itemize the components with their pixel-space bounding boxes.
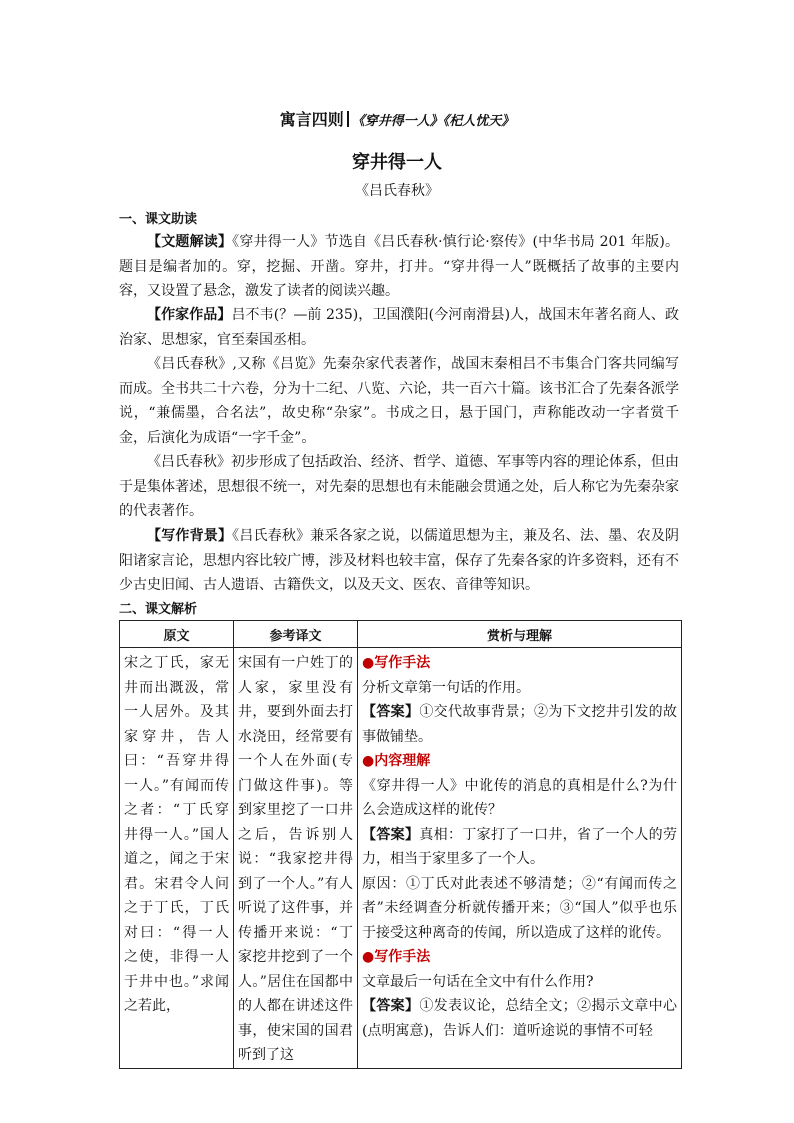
paragraph-title-interpretation — [119, 230, 679, 304]
bullet-dot-icon: ● — [362, 753, 375, 769]
bullet-dot-icon: ● — [362, 949, 375, 965]
analysis-text: 《穿井得一人》中讹传的消息的真相是什么?为什么会造成这样的讹传？ — [362, 777, 677, 818]
analysis-category-label — [362, 749, 677, 774]
category-text: 写作手法 — [374, 655, 431, 671]
paragraph-text: 吕不韦(？—前 235)，卫国濮阳(今河南滑县)人，战国末年著名商人、政治家、思想家，官至秦国丞相。 — [119, 307, 679, 348]
original-text-cell — [120, 648, 234, 1069]
answer-text: ①发表议论，总结全文；②揭示文章中心(点明寓意)，告诉人们：道听途说的事情不可轻 — [362, 998, 678, 1039]
table-header-row — [120, 621, 682, 648]
paragraph-author-works — [119, 303, 679, 352]
paragraph-tag: 【文题解读】 — [147, 234, 233, 250]
lesson-source: 《吕氏春秋》 — [355, 183, 439, 199]
header-title — [0, 107, 794, 130]
column-header-analysis: 赏析与理解 — [358, 621, 682, 648]
analysis-category-label — [362, 651, 677, 676]
analysis-cell — [358, 648, 682, 1069]
paragraph-tag: 【写作背景】 — [147, 528, 233, 544]
analysis-text: 原因：①丁氏对此表述不够清楚；②“有闻而传之者”未经调查分析就传播开来；③“国人”似乎也乐于接受这种离奇的传闻，所以造成了这样的讹传。 — [362, 875, 677, 941]
paragraph-text: 《吕氏春秋》兼采各家之说，以儒道思想为主，兼及名、法、墨、农及阴阳诸家言论，思想内容比较广博，涉及材料也较丰富，保存了先秦各家的许多资料，还有不少古史旧闻、古人遗语、古籍佚文，以及天文、医农、音律等知识。 — [119, 528, 680, 593]
answer-line — [362, 994, 677, 1043]
paragraph-book-system: 《吕氏春秋》初步形成了包括政治、经济、哲学、道德、军事等内容的理论体系，但由于是集体著述，思想很不统一，对先秦的思想也有未能融会贯通之处，后人称它为先秦杂家的代表著作。 — [119, 454, 679, 519]
paragraph-writing-background — [119, 524, 679, 598]
category-text: 内容理解 — [374, 753, 431, 769]
unit-title: 寓言四则 — [279, 110, 344, 129]
answer-tag: 【答案】 — [362, 826, 420, 843]
analysis-table — [119, 620, 682, 1069]
answer-tag: 【答案】 — [362, 704, 420, 720]
translation-text: 宋国有一户姓丁的人家，家里没有井，要到外面去打水浇田，经常要有一个人在外面(专门做这件事)。等到家里挖了一口井之后，告诉别人说：“我家挖井得到了一个人。”有人听说了这件事，并传播开来说：“丁家挖井挖到了一个人。”居住在国都中的人都在讲述这件事，使宋国的国君听到了这 — [238, 655, 353, 1063]
analysis-text: 分析文章第一句话的作用。 — [362, 679, 530, 696]
analysis-category-label — [362, 945, 677, 970]
column-header-translation: 参考译文 — [234, 621, 358, 648]
analysis-text: 文章最后一句话在全文中有什么作用? — [362, 973, 594, 990]
translation-cell — [234, 648, 358, 1069]
paragraph-tag: 【作家作品】 — [147, 307, 232, 323]
paragraph-text: 《穿井得一人》节选自《吕氏春秋·慎行论·察传》(中华书局 201 年版)。题目是编者加的。穿，挖掘、开凿。穿井，打井。“穿井得一人”既概括了故事的主要内容，又设置了悬念，激发了读者的阅读兴趣。 — [119, 234, 680, 299]
column-header-original: 原文 — [120, 621, 234, 648]
title-divider — [347, 111, 349, 127]
analysis-content — [362, 651, 677, 1043]
original-text: 宋之丁氏，家无井而出溉汲，常一人居外。及其家穿井，告人曰：“吾穿井得一人。”有闻而传之者：“丁氏穿井得一人。”国人道之，闻之于宋君。宋君令人问之于丁氏，丁氏对曰：“得一人之使，非得一人于井中也。”求闻之若此， — [124, 655, 229, 1014]
lesson-title: 穿井得一人 — [352, 152, 442, 173]
bullet-dot-icon: ● — [362, 655, 375, 671]
section-heading-reading-guide: 一、课文助读 — [119, 212, 198, 227]
section-heading-text-analysis: 二、课文解析 — [119, 602, 198, 617]
answer-text: ①交代故事背景；②为下文挖井引发的故事做铺垫。 — [362, 704, 678, 745]
unit-subtitle: 《穿井得一人》《杞人忧天》 — [351, 114, 515, 129]
table-row — [120, 648, 682, 1069]
answer-line — [362, 700, 677, 749]
answer-line — [362, 823, 677, 872]
category-text: 写作手法 — [374, 949, 431, 965]
paragraph-book-intro: 《吕氏春秋》,又称《吕览》先秦杂家代表著作，战国末秦相吕不韦集合门客共同编写而成。全书共二十六卷，分为十二纪、八览、六论，共一百六十篇。该书汇合了先秦各派学说，“兼儒墨，合名法”，故史称“杂家”。书成之日，悬于国门，声称能改动一字者赏千金，后演化为成语“一字千金”。 — [119, 356, 679, 446]
answer-text: 真相：丁家打了一口井，省了一个人的劳力，相当于家里多了一个人。 — [362, 826, 678, 867]
answer-tag: 【答案】 — [362, 998, 420, 1014]
